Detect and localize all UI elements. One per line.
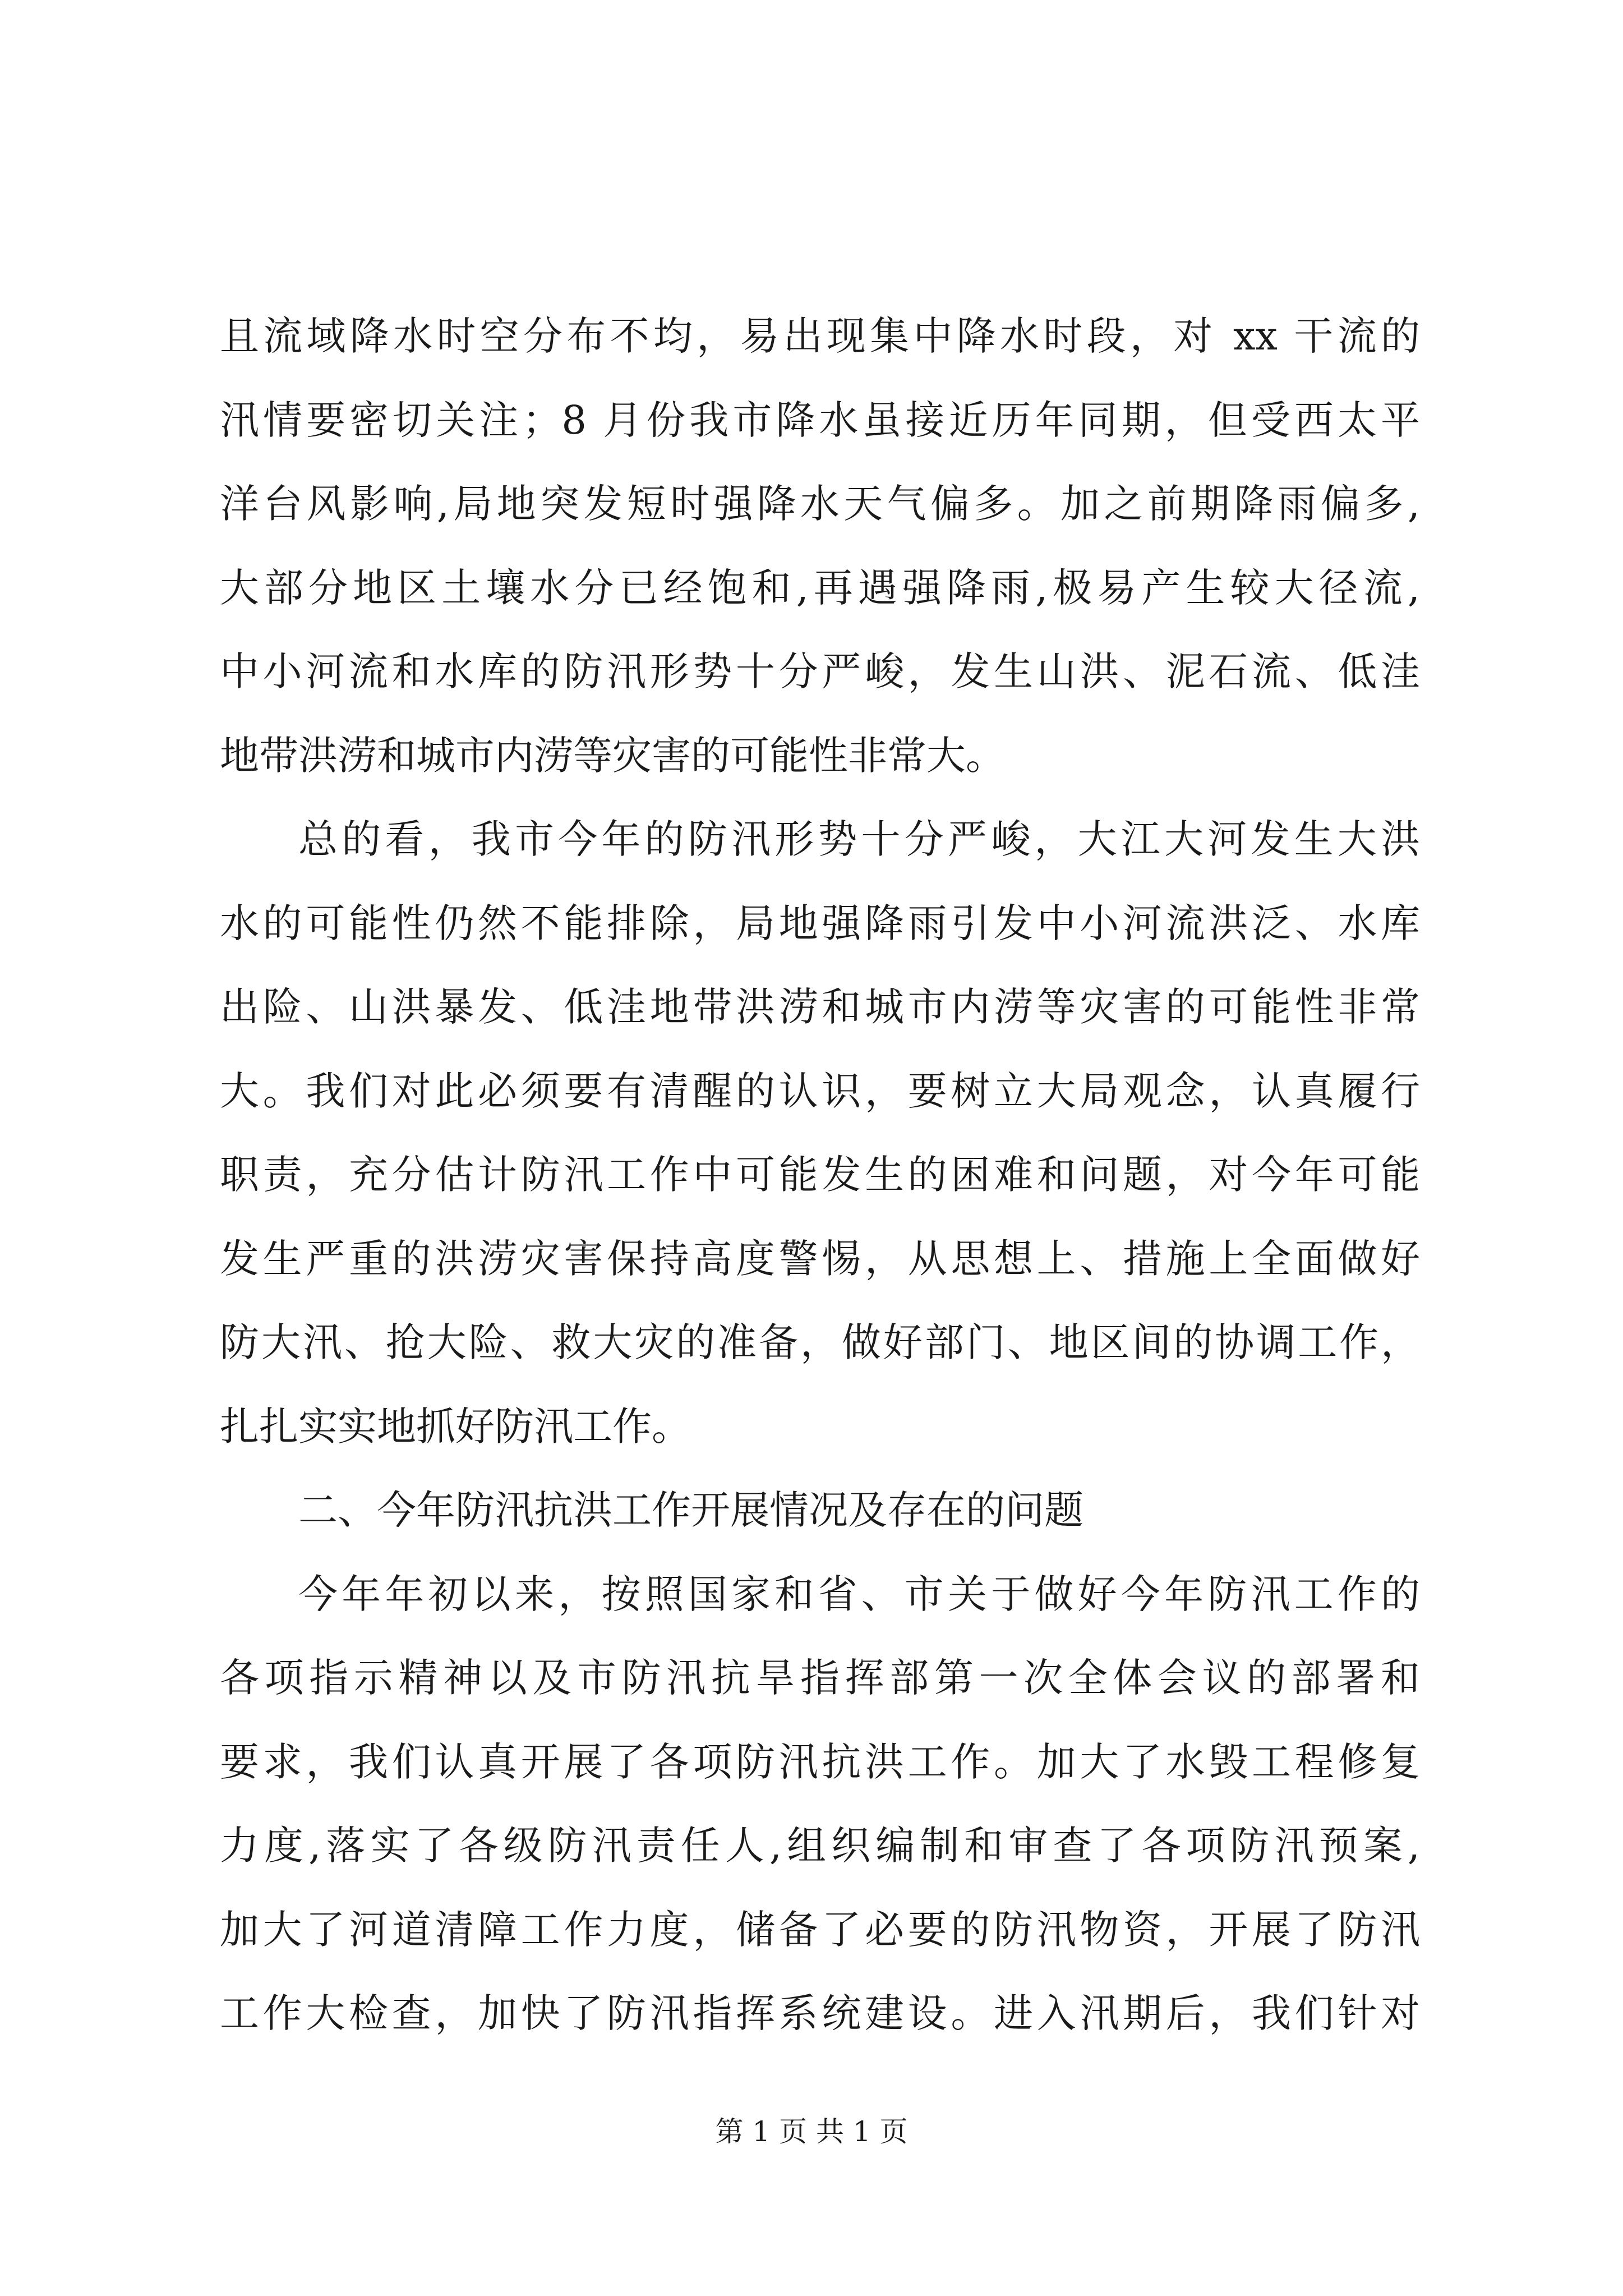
text-line: 要求，我们认真开展了各项防汛抗洪工作。加大了水毁工程修复 [220,1738,1420,1785]
text-line: 中小河流和水库的防汛形势十分严峻，发生山洪、泥石流、低洼 [220,648,1420,694]
text-line: 今年年初以来，按照国家和省、市关于做好今年防汛工作的 [298,1571,1420,1617]
page-number-footer: 第 1 页 共 1 页 [715,2115,908,2148]
text-line: 各项指示精神以及市防汛抗旱指挥部第一次全体会议的部署和 [220,1655,1420,1701]
text-line: 职责，充分估计防汛工作中可能发生的困难和问题，对今年可能 [220,1152,1420,1198]
text-line: 防大汛、抢大险、救大灾的准备，做好部门、地区间的协调工作， [220,1319,1420,1365]
text-line: 地带洪涝和城市内涝等灾害的可能性非常大。 [220,732,1005,779]
text-line: 加大了河道清障工作力度，储备了必要的防汛物资，开展了防汛 [220,1906,1420,1953]
text-line: 总的看，我市今年的防汛形势十分严峻，大江大河发生大洪 [298,816,1420,862]
text-line: 大。我们对此必须要有清醒的认识，要树立大局观念，认真履行 [220,1068,1420,1114]
text-line: 扎扎实实地抓好防汛工作。 [220,1403,691,1450]
section-heading: 二、今年防汛抗洪工作开展情况及存在的问题 [298,1487,1083,1533]
text-line: 汛情要密切关注；8 月份我市降水虽接近历年同期，但受西太平 [220,397,1420,443]
text-line: 力度,落实了各级防汛责任人,组织编制和审查了各项防汛预案, [220,1823,1420,1869]
text-line: 水的可能性仍然不能排除，局地强降雨引发中小河流洪泛、水库 [220,900,1420,946]
text-line: 洋台风影响,局地突发短时强降水天气偏多。加之前期降雨偏多, [220,481,1420,527]
text-line: 工作大检查，加快了防汛指挥系统建设。进入汛期后，我们针对 [220,1990,1420,2036]
text-line: 且流域降水时空分布不均，易出现集中降水时段，对 xx 干流的 [220,313,1420,359]
document-body [220,295,1420,2056]
text-line: 发生严重的洪涝灾害保持高度警惕，从思想上、措施上全面做好 [220,1235,1420,1282]
text-line: 大部分地区土壤水分已经饱和,再遇强降雨,极易产生较大径流, [220,564,1420,611]
text-line: 出险、山洪暴发、低洼地带洪涝和城市内涝等灾害的可能性非常 [220,984,1420,1030]
